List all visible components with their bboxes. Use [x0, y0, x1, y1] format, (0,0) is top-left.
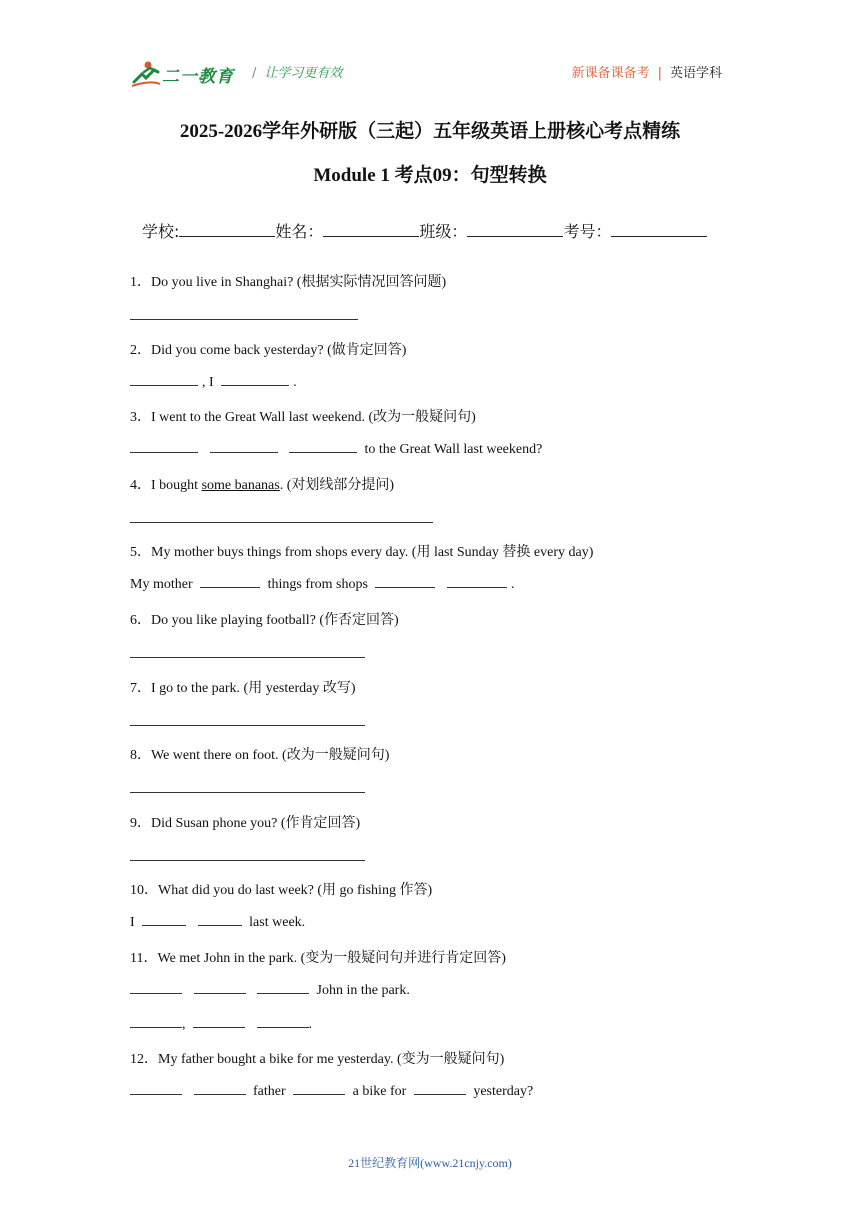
answer-blank[interactable]	[257, 1015, 309, 1028]
answer-blank[interactable]	[130, 373, 198, 386]
answer-blank[interactable]	[221, 373, 289, 386]
question-12: 12．My father bought a bike for me yesterday. (变为一般疑问句)	[130, 1052, 505, 1067]
answer-blank[interactable]	[142, 913, 186, 926]
answer-blank[interactable]	[130, 1015, 182, 1028]
student-info-row	[142, 219, 707, 242]
answer-line-8[interactable]	[130, 791, 365, 793]
question-4: 4．I bought some bananas. (对划线部分提问)	[130, 478, 395, 493]
class-field[interactable]	[467, 222, 563, 237]
slogan: / 让学习更有效	[252, 66, 343, 81]
answer-blank[interactable]	[194, 1082, 246, 1095]
logo-text: 二一教育	[162, 67, 234, 87]
answer-line-4[interactable]	[130, 521, 433, 523]
answer-12: father a bike for yesterday?	[130, 1082, 533, 1100]
answer-line-7[interactable]	[130, 724, 365, 726]
answer-5: My mother things from shops .	[130, 577, 515, 592]
answer-blank[interactable]	[193, 1015, 245, 1028]
class-label: 班级：	[419, 222, 468, 241]
header-subject: 新课备课备考 | 英语学科	[571, 66, 722, 81]
page-header	[130, 58, 730, 88]
underlined-phrase: some bananas	[201, 478, 280, 493]
answer-line-6[interactable]	[130, 656, 365, 658]
question-3: 3．I went to the Great Wall last weekend. (改为一般疑问句)	[130, 410, 476, 425]
question-9: 9．Did Susan phone you? (作肯定回答)	[130, 816, 361, 831]
answer-3: to the Great Wall last weekend?	[130, 440, 542, 458]
school-field[interactable]	[179, 222, 275, 237]
answer-blank[interactable]	[130, 981, 182, 994]
question-8: 8．We went there on foot. (改为一般疑问句)	[130, 748, 390, 763]
answer-10: I last week.	[130, 915, 306, 930]
name-field[interactable]	[323, 222, 419, 237]
answer-2: , I .	[130, 373, 297, 391]
question-6: 6．Do you like playing football? (作否定回答)	[130, 613, 399, 628]
answer-blank[interactable]	[130, 1082, 182, 1095]
question-5: 5．My mother buys things from shops every day. (用 last Sunday 替换 every day)	[130, 545, 594, 560]
answer-blank[interactable]	[375, 575, 435, 588]
answer-blank[interactable]	[289, 440, 357, 453]
answer-blank[interactable]	[293, 1082, 345, 1095]
answer-blank[interactable]	[414, 1082, 466, 1095]
answer-blank[interactable]	[194, 981, 246, 994]
exam-number-field[interactable]	[611, 222, 707, 237]
answer-blank[interactable]	[200, 575, 260, 588]
answer-blank[interactable]	[210, 440, 278, 453]
answer-blank[interactable]	[447, 575, 507, 588]
answer-11-reply: , .	[130, 1015, 312, 1033]
question-10: 10．What did you do last week? (用 go fishing 作答)	[130, 883, 433, 898]
page-subtitle: Module 1 考点09：句型转换	[313, 165, 547, 186]
answer-blank[interactable]	[198, 913, 242, 926]
answer-line-9[interactable]	[130, 859, 365, 861]
question-1: 1．Do you live in Shanghai? (根据实际情况回答问题)	[130, 275, 447, 290]
question-2: 2．Did you come back yesterday? (做肯定回答)	[130, 343, 407, 358]
answer-line-1[interactable]	[130, 318, 358, 320]
answer-11: John in the park.	[130, 981, 410, 999]
answer-blank[interactable]	[257, 981, 309, 994]
answer-blank[interactable]	[130, 440, 198, 453]
question-11: 11．We met John in the park. (变为一般疑问句并进行肯定回答)	[130, 951, 506, 966]
page-title: 2025-2026学年外研版（三起）五年级英语上册核心考点精练	[179, 121, 681, 142]
page-footer: 21世纪教育网(www.21cnjy.com)	[348, 1156, 512, 1170]
exam-number-label: 考号：	[563, 222, 612, 241]
school-label: 学校:	[142, 222, 180, 241]
question-7: 7．I go to the park. (用 yesterday 改写)	[130, 681, 356, 696]
name-label: 姓名：	[275, 222, 324, 241]
